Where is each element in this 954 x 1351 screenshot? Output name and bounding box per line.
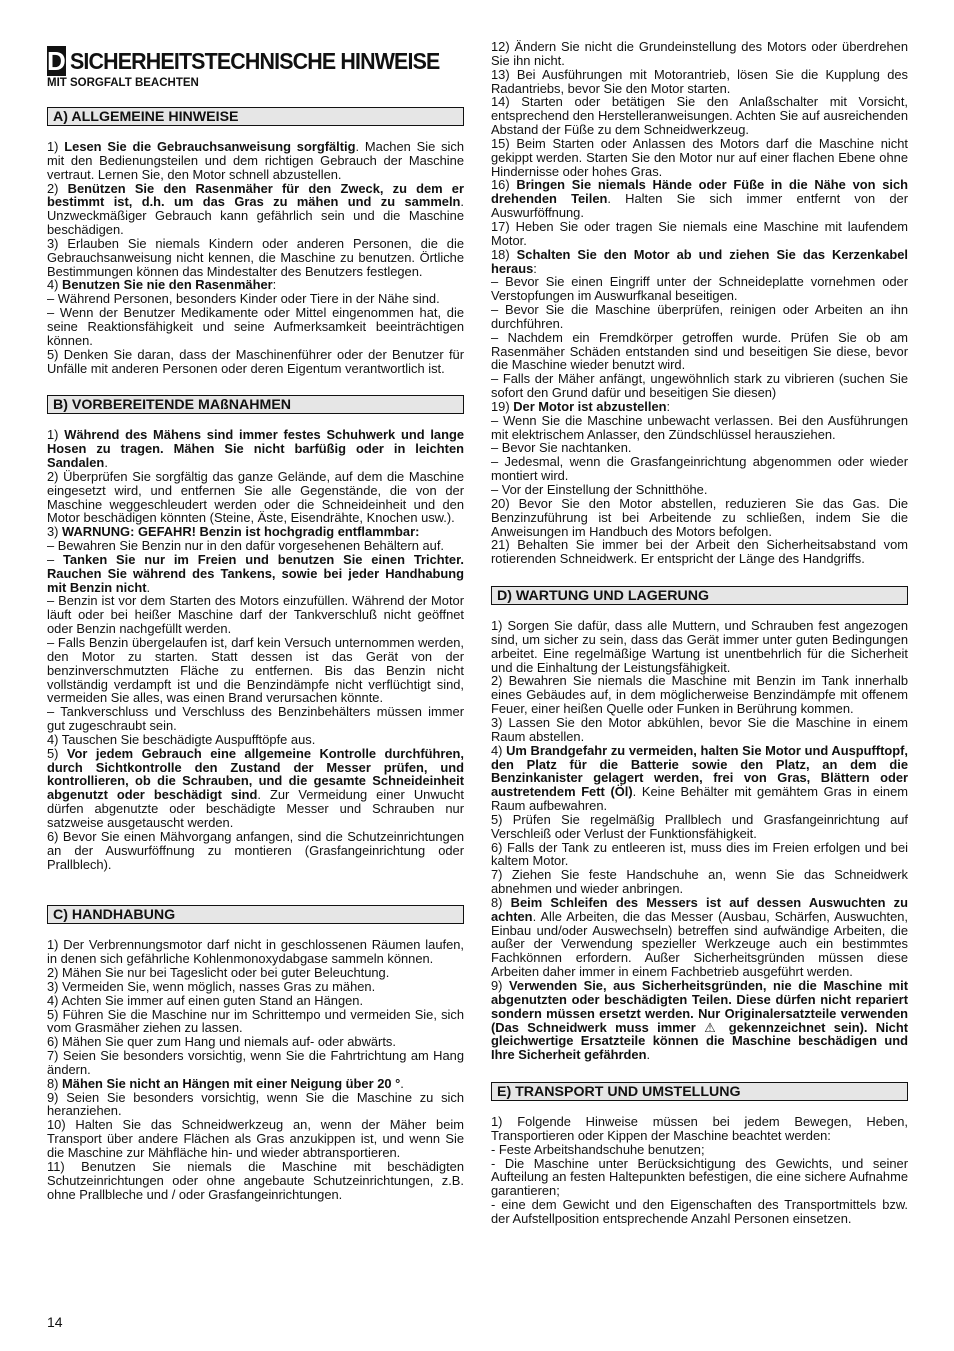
paragraph-text: – Wenn der Benutzer Medikamente oder Mittel eingenommen hat, die seine Reaktionsfähigkeit und seine Aufmerksamkeit beeinträchtigen können. [47, 305, 464, 348]
paragraph-text: : [666, 398, 671, 414]
paragraph-text: 1) Der Verbrennungsmotor darf nicht in geschlossenen Räumen laufen, in denen sich gefährliche Kohlenmonoxydabgase sammeln können. [47, 937, 464, 967]
paragraph-text: – [47, 551, 64, 567]
paragraph-text: 1) Sorgen Sie dafür, dass alle Muttern, und Schrauben fest angezogen sind, um sicher zu sein, dass das Gerät immer unter guten Bedingungen arbeitet. Eine regelmäßige Wartung ist unentbehrlich für die Sicherheit und die Einhaltung der Leistungsfähigkeit. [491, 618, 908, 675]
paragraph-text: – Tankverschluss und Verschluss des Benzinbehälters müssen immer gut zugeschraubt sein. [47, 704, 464, 734]
paragraph-text: 4) Tauschen Sie beschädigte Auspufftöpfe aus. [47, 731, 316, 747]
right-column [491, 40, 908, 1226]
paragraph-text: 3) Lassen Sie den Motor abkühlen, bevor Sie die Maschine in einem Raum abstellen. [491, 714, 908, 744]
paragraph-emphasis: Mähen Sie nicht an Hängen mit einer Neigung über 20 ° [62, 1075, 401, 1091]
page-title: SICHERHEITSTECHNISCHE HINWEISE [69, 47, 440, 74]
paragraph [47, 182, 464, 237]
paragraph [47, 237, 464, 279]
paragraph [491, 1143, 908, 1157]
paragraph-emphasis: Während des Mähens sind immer festes Schuhwerk und lange Hosen zu tragen. Mähen Sie nicht barfüßig oder in leichten Sandalen [47, 427, 464, 471]
paragraph-text: - Feste Arbeitshandschuhe benutzen; [491, 1141, 705, 1157]
paragraph [47, 636, 464, 705]
left-column [47, 46, 464, 1201]
paragraph-text: . Unzweckmäßiger Gebrauch kann gefährlich sein und die Maschine beschädigen. [47, 194, 464, 238]
paragraph [47, 1008, 464, 1036]
section-c-heading: C) HANDHABUNG [47, 905, 464, 924]
paragraph [491, 896, 908, 979]
paragraph-text: : [272, 277, 277, 293]
paragraph-text: – Wenn Sie die Maschine unbewacht verlassen. Bei den Ausführungen mit elektrischem Anlasser, den Zündschlüssel herausziehen. [491, 412, 908, 442]
paragraph-emphasis: Benützen Sie den Rasenmäher für den Zweck, zu dem er bestimmt ist, d.h. um das Gras zu mähen und zu sammeln [47, 180, 464, 210]
paragraph-text: 12) Ändern Sie nicht die Grundeinstellung des Motors oder überdrehen Sie ihn nicht. [491, 39, 908, 68]
paragraph-text: 5) Prüfen Sie regelmäßig Prallblech und Grasfangeinrichtung auf Verschleiß oder Verlust der Funktionsfähigkeit. [491, 811, 908, 841]
paragraph-text: – Falls Benzin übergelaufen ist, darf kein Versuch unternommen werden, den Motor zu starten. Statt dessen ist das Gerät von der benzinverschmutzten Fläche zu entfernen. Bis das Benzin nicht vollständig verdampft ist und die Benzindämpfe nicht verflüchtigt sind, vermeiden Sie alles, was einen Brand verursachen könnte. [47, 635, 464, 706]
paragraph-text: 11) Benutzen Sie niemals die Maschine mit beschädigten Schutzeinrichtungen oder ohne angebaute Schutzeinrichtungen, z.B. ohne Prallbleche und / oder Grasfangeinrichtungen. [47, 1158, 464, 1202]
paragraph [491, 220, 908, 248]
paragraph [47, 1118, 464, 1160]
paragraph [47, 1077, 464, 1091]
paragraph-text: 16) [491, 177, 517, 193]
paragraph [491, 813, 908, 841]
paragraph-text: 3) Vermeiden Sie, wenn möglich, nasses Gras zu mähen. [47, 978, 376, 994]
paragraph-text: 15) Beim Starten oder Anlassen des Motors darf die Maschine nicht gekippt werden. Starten Sie den Motor nur auf einer flachen Ebene ohne Hindernisse oder hohes Gras. [491, 135, 908, 179]
paragraph [491, 538, 908, 566]
paragraph-emphasis: Verwenden Sie, aus Sicherheitsgründen, nie die Maschine mit abgenutzten oder beschädigten Teilen. Diese dürfen nicht repariert sondern müssen ersetzt werden. Nur Originalersatzteile verwenden (Das Schneidwerk muss immer ⚠ gekennzeichnet sein). Nicht gleichwertige Ersatzteile können die Maschine beschädigen und Ihre Sicherheit gefährden [491, 978, 909, 1063]
paragraph [47, 292, 464, 306]
paragraph-text: . Zur Vermeidung einer Unwucht dürfen abgenutzte oder beschädigte Messer und Schrauben nur satzweise ausgetauscht werden. [47, 787, 465, 830]
paragraph-emphasis: Der Motor ist abzustellen [513, 398, 667, 414]
paragraph [491, 1157, 908, 1199]
section-a-heading: A) ALLGEMEINE HINWEISE [47, 107, 464, 126]
paragraph-emphasis: Lesen Sie die Gebrauchsanweisung sorgfältig [64, 139, 356, 154]
paragraph-text: 8) [491, 894, 511, 910]
page-number: 14 [47, 1314, 63, 1330]
language-badge: D [47, 45, 66, 76]
paragraph [491, 275, 908, 303]
paragraph-text: – Nachdem ein Fremdkörper getroffen wurde. Prüfen Sie ob am Rasenmäher Schäden entstanden sind und beseitigen Sie diese, bevor die Maschine wieder benutzt wird. [491, 329, 908, 373]
paragraph [491, 619, 908, 674]
paragraph [491, 979, 908, 1062]
page-subtitle: MIT SORGFALT BEACHTEN [47, 77, 199, 89]
paragraph [47, 1049, 464, 1077]
paragraph-text: 5) Führen Sie die Maschine nur im Schrittempo und vermeiden Sie, sich vom Grasmäher ziehen zu lassen. [47, 1006, 464, 1036]
paragraph [491, 40, 908, 68]
paragraph-text: 20) Bevor Sie den Motor abstellen, reduzieren Sie das Gas. Die Benzinzuführung ist bei Arbeitende zu schließen, indem Sie die Anweisungen im Handbuch des Motors befolgen. [491, 495, 908, 539]
paragraph-text: 6) Mähen Sie quer zum Hang und niemals auf- oder abwärts. [47, 1034, 396, 1050]
paragraph [47, 1035, 464, 1049]
paragraph-text: . Machen Sie sich mit den Bedienungsteilen und dem richtigen Gebrauch der Maschine vertraut. Lernen Sie, den Motor schnell abzustellen. [47, 139, 464, 182]
paragraph-text: : [533, 260, 537, 276]
paragraph-text: – Benzin ist vor dem Starten des Motors einzufüllen. Während der Motor läuft oder bei heißer Maschine darf der Tankverschluß nicht geöffnet oder Benzin nachgefüllt werden. [47, 593, 464, 637]
paragraph-emphasis: Vor jedem Gebrauch eine allgemeine Kontrolle durchführen, durch Sichtkontrolle den Zustand der Messer prüfen, und kontrollieren, ob die Schrauben, und die gesamte Schneideinheit abgenutzt oder beschädigt sind [47, 745, 464, 803]
paragraph [47, 733, 464, 747]
paragraph-text: 14) Starten oder betätigen Sie den Anlaßschalter mit Vorsicht, entsprechend den Herstelleranweisungen. Achten Sie auf ausreichenden Abstand der Füße zu dem Schneidwerkzeug. [491, 94, 908, 138]
paragraph-text: – Jedesmal, wenn die Grasfangeinrichtung abgenommen oder wieder montiert wird. [491, 454, 908, 484]
paragraph [47, 140, 464, 182]
paragraph [491, 178, 908, 220]
paragraph-text: . Halten Sie sich immer entfernt von der Auswurföffnung. [491, 191, 908, 221]
paragraph-text: 3) [47, 524, 63, 540]
paragraph [491, 744, 908, 813]
paragraph [491, 483, 908, 497]
paragraph [491, 841, 908, 869]
paragraph [491, 400, 908, 414]
paragraph-text: 9) Seien Sie besonders vorsichtig, wenn Sie die Maschine zu sich heranziehen. [47, 1089, 464, 1119]
section-e-heading: E) TRANSPORT UND UMSTELLUNG [491, 1082, 908, 1101]
paragraph-text: . Alle Arbeiten, die das Messer (Ausbau, Schärfen, Auswuchten, Einbau und/oder Auswechseln) betreffen sind aufwändige Arbeiten, die außer der Verwendung spezieller Werkzeuge auch ein bestimmtes Fachkönnen erfordern. Außer Sicherheitsgründen müssen diese Arbeiten daher immer in einem Fachbetrieb ausgeführt werden. [491, 908, 908, 980]
paragraph [47, 1160, 464, 1202]
paragraph [47, 938, 464, 966]
paragraph [47, 705, 464, 733]
paragraph-text: . [400, 1075, 404, 1091]
paragraph-text: 19) [491, 398, 514, 414]
paragraph [491, 497, 908, 539]
paragraph [47, 994, 464, 1008]
paragraph-text: 17) Heben Sie oder tragen Sie niemals eine Maschine mit laufendem Motor. [491, 218, 908, 248]
paragraph-emphasis: Schalten Sie den Motor ab und ziehen Sie das Kerzenkabel heraus [491, 246, 909, 276]
paragraph-text: 8) [47, 1075, 63, 1091]
section-b-heading: B) VORBEREITENDE MAßNAHMEN [47, 395, 464, 414]
paragraph-text: 3) Erlauben Sie niemals Kindern oder anderen Personen, die die Gebrauchsanweisung nicht kennen, die Maschine zu benutzen. Örtliche Bestimmungen können das Mindestalter des Benutzers festlegen. [47, 235, 464, 279]
paragraph-text: 10) Halten Sie das Schneidwerkzeug an, wenn der Mäher beim Transport über andere Flächen als Gras anzukippen ist, und wenn Sie die Maschine zur Mähfläche hin- und wieder abtransportieren. [47, 1117, 464, 1160]
paragraph-text: . [646, 1047, 651, 1063]
paragraph-text: 7) Seien Sie besonders vorsichtig, wenn Sie die Fahrtrichtung am Hang ändern. [47, 1048, 464, 1077]
paragraph-text: 4) [47, 277, 63, 293]
section-d-body [491, 619, 908, 1062]
section-e-body [491, 1115, 908, 1226]
paragraph [491, 674, 908, 716]
paragraph-text: – Während Personen, besonders Kinder oder Tiere in der Nähe sind. [47, 291, 440, 307]
section-c-body-part1 [47, 938, 464, 1201]
page-header [47, 46, 464, 76]
paragraph [491, 372, 908, 400]
paragraph-text: – Falls der Mäher anfängt, ungewöhnlich stark zu vibrieren (suchen Sie sofort den Grund dafür und beseitigen Sie diesen) [491, 371, 908, 401]
paragraph [491, 1115, 908, 1143]
paragraph [491, 414, 908, 442]
paragraph [47, 1091, 464, 1119]
paragraph-text: – Bewahren Sie Benzin nur in den dafür vorgesehenen Behältern auf. [47, 538, 445, 554]
paragraph-text: 21) Behalten Sie immer bei der Arbeit den Sicherheitsabstand vom rotierenden Schneidwerk. Er entspricht der Länge des Handgriffs. [491, 537, 908, 567]
paragraph-text: 13) Bei Ausführungen mit Motorantrieb, lösen Sie die Kupplung des Radantriebs, bevor Sie den Motor starten. [491, 66, 908, 96]
paragraph-emphasis: Um Brandgefahr zu vermeiden, halten Sie Motor und Auspufftopf, den Platz für die Batterie sowie den Platz, an dem die Benzinkanister gelagert werden, frei von Gras, Blättern oder austretendem Fett (Öl) [491, 742, 909, 800]
paragraph-emphasis: Benutzen Sie nie den Rasenmäher [62, 277, 273, 293]
paragraph [47, 966, 464, 980]
paragraph-emphasis: Beim Schleifen des Messers ist auf dessen Auswuchten zu achten [491, 894, 908, 924]
paragraph [47, 980, 464, 994]
paragraph-text: – Bevor Sie einen Eingriff unter der Schneideplatte vornehmen oder Verstopfungen im Auswurfkanal beseitigen. [491, 274, 908, 304]
paragraph-text: 4) [491, 742, 507, 758]
paragraph-text: – Vor der Einstellung der Schnitthöhe. [491, 482, 708, 497]
paragraph [491, 331, 908, 373]
paragraph-text: 7) Ziehen Sie feste Handschuhe an, wenn Sie das Schneidwerk abnehmen und wieder anbringen. [491, 867, 908, 897]
paragraph-text: . [104, 455, 108, 471]
paragraph-text: 1) [47, 427, 65, 443]
paragraph-text: 4) Achten Sie immer auf einen guten Stand an Hängen. [47, 992, 364, 1008]
paragraph-text: – Bevor Sie nachtanken. [491, 440, 632, 456]
paragraph [47, 428, 464, 470]
paragraph-text: 1) [47, 139, 65, 154]
paragraph [491, 95, 908, 137]
paragraph [491, 868, 908, 896]
paragraph-text: 6) Bevor Sie einen Mähvorgang anfangen, sind die Schutzeinrichtungen an der Auswurföffnung zu montieren (Grasfangeinrichtung oder Prallblech). [47, 828, 464, 872]
paragraph [47, 306, 464, 348]
paragraph [47, 525, 464, 539]
paragraph-text: 2) [47, 180, 68, 196]
paragraph-text: . [146, 579, 151, 595]
paragraph [491, 1198, 908, 1226]
paragraph [47, 539, 464, 553]
paragraph-text: 1) Folgende Hinweise müssen bei jedem Bewegen, Heben, Transportieren oder Kippen der Maschine beachtet werden: [491, 1114, 908, 1143]
paragraph [47, 348, 464, 376]
paragraph [47, 553, 464, 595]
paragraph [47, 594, 464, 636]
paragraph [491, 716, 908, 744]
paragraph-text: - Die Maschine unter Berücksichtigung des Gewichts, und seiner Aufteilung an festen Haltepunkten befestigen, die eine sichere Aufnahme garantieren; [491, 1155, 908, 1199]
paragraph-text: - eine dem Gewicht und den Eigenschaften des Transportmittels bzw. der Aufstellposition entsprechende Anzahl Personen einsetzen. [491, 1197, 908, 1226]
paragraph-text: 5) Denken Sie daran, dass der Maschinenführer oder der Benutzer für Unfälle mit anderen Personen oder deren Eigentum verantwortlich ist. [47, 346, 464, 376]
paragraph-text: 6) Falls der Tank zu entleeren ist, muss dies im Freien erfolgen und bei kaltem Motor. [491, 839, 908, 869]
paragraph-emphasis: WARNUNG: GEFAHR! Benzin ist hochgradig entflammbar: [62, 524, 420, 540]
paragraph-text: 9) [491, 978, 510, 993]
paragraph-text: 5) [47, 745, 67, 761]
section-a-body [47, 140, 464, 375]
section-c-body-part2 [491, 40, 908, 566]
paragraph [47, 278, 464, 292]
paragraph-emphasis: Tanken Sie nur im Freien und benutzen Sie einen Trichter. Rauchen Sie während des Tankens, sowie bei jeder Handhabung mit Benzin nicht [47, 551, 464, 595]
paragraph [491, 137, 908, 179]
section-d-heading: D) WARTUNG UND LAGERUNG [491, 586, 908, 605]
paragraph [491, 68, 908, 96]
paragraph-text: – Bevor Sie die Maschine überprüfen, reinigen oder Arbeiten an ihn durchführen. [491, 302, 908, 331]
paragraph-text: . Keine Behälter mit gemähtem Gras in einem Raum aufbewahren. [491, 784, 908, 814]
paragraph-text: 18) [491, 246, 517, 262]
section-b-body [47, 428, 464, 871]
paragraph [47, 830, 464, 872]
paragraph [491, 248, 908, 276]
paragraph-text: 2) Bewahren Sie niemals die Maschine mit Benzin im Tank innerhalb eines Gebäudes auf, in dem möglicherweise Benzindämpfe mit offenem Feuer, einer heißen Quelle oder Funken in Berührung kommen. [491, 673, 908, 717]
paragraph [47, 747, 464, 830]
paragraph [491, 303, 908, 331]
paragraph-text: 2) Überprüfen Sie sorgfältig das ganze Gelände, auf dem die Maschine eingesetzt wird, und entfernen Sie alle Gegenstände, die von der Maschine weggeschleudert werden oder die Schneideinheit und den Motor beschädigen könnten (Steine, Äste, Eisendrähte, Knochen usw.). [47, 468, 464, 526]
paragraph [47, 470, 464, 525]
paragraph-text: 2) Mähen Sie nur bei Tageslicht oder bei guter Beleuchtung. [47, 965, 390, 981]
paragraph-emphasis: Bringen Sie niemals Hände oder Füße in die Nähe von sich drehenden Teilen [491, 177, 908, 207]
paragraph [491, 441, 908, 455]
paragraph [491, 455, 908, 483]
